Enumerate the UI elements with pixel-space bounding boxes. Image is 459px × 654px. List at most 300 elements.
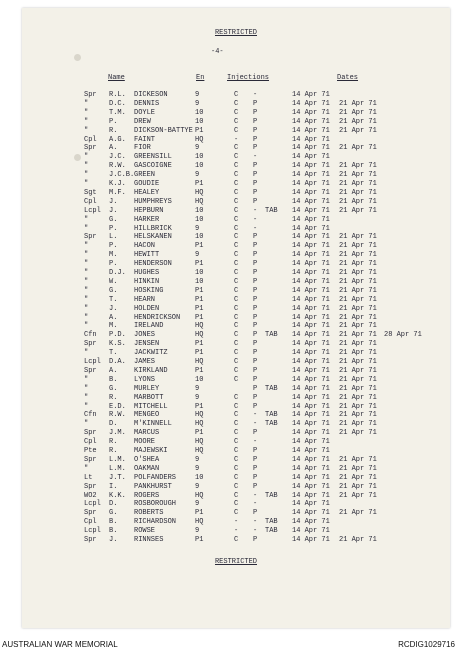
tab-cell: TAB bbox=[265, 206, 278, 215]
rank-cell: Spr bbox=[84, 429, 97, 438]
table-row bbox=[22, 260, 450, 268]
table-row bbox=[22, 216, 450, 224]
en-cell: 9 bbox=[195, 455, 200, 464]
table-row bbox=[22, 492, 450, 500]
p-cell: - bbox=[253, 527, 258, 536]
rank-cell: Cpl bbox=[84, 438, 97, 447]
rank-cell: " bbox=[84, 260, 89, 269]
p-cell: P bbox=[253, 349, 258, 358]
surname-cell: DENNIS bbox=[134, 99, 160, 108]
table-row bbox=[22, 225, 450, 233]
rank-cell: " bbox=[84, 242, 89, 251]
date1-cell: 14 Apr 71 bbox=[292, 366, 330, 375]
surname-cell: HEARN bbox=[134, 295, 156, 304]
rank-cell: " bbox=[84, 420, 89, 429]
rank-cell: " bbox=[84, 304, 89, 313]
date2-cell: 21 Apr 71 bbox=[339, 197, 377, 206]
en-cell: HQ bbox=[195, 135, 204, 144]
en-cell: 9 bbox=[195, 251, 200, 260]
surname-cell: MENGEO bbox=[134, 411, 160, 420]
table-row bbox=[22, 322, 450, 330]
surname-cell: HEALEY bbox=[134, 188, 160, 197]
surname-cell: HUGHES bbox=[134, 269, 160, 277]
p-cell: - bbox=[253, 411, 258, 420]
date2-cell: 21 Apr 71 bbox=[339, 206, 377, 215]
p-cell: P bbox=[253, 108, 258, 117]
table-row bbox=[22, 456, 450, 464]
p-cell: - bbox=[253, 91, 258, 99]
table-row bbox=[22, 136, 450, 144]
date1-cell: 14 Apr 71 bbox=[292, 304, 330, 313]
c-cell: C bbox=[234, 188, 239, 197]
p-cell: P bbox=[253, 188, 258, 197]
initials-cell: R. bbox=[109, 447, 118, 455]
en-cell: HQ bbox=[195, 322, 204, 331]
rank-cell: " bbox=[84, 286, 89, 295]
date1-cell: 14 Apr 71 bbox=[292, 420, 330, 429]
c-cell: C bbox=[234, 322, 239, 331]
c-cell: C bbox=[234, 500, 239, 509]
initials-cell: J. bbox=[109, 304, 118, 313]
en-cell: 9 bbox=[195, 144, 200, 153]
date1-cell: 14 Apr 71 bbox=[292, 180, 330, 188]
surname-cell: HOLDEN bbox=[134, 304, 160, 313]
p-cell: P bbox=[253, 162, 258, 171]
rank-cell: " bbox=[84, 402, 89, 411]
initials-cell: D.A. bbox=[109, 358, 126, 366]
table-row bbox=[22, 144, 450, 152]
table-row bbox=[22, 411, 450, 419]
p-cell: P bbox=[253, 509, 258, 518]
surname-cell: MARBOTT bbox=[134, 393, 164, 402]
table-row bbox=[22, 340, 450, 348]
date2-cell: 21 Apr 71 bbox=[339, 117, 377, 126]
date1-cell: 14 Apr 71 bbox=[292, 251, 330, 260]
c-cell: C bbox=[234, 331, 239, 340]
surname-cell: DICKSON-BATTYE bbox=[134, 126, 193, 135]
surname-cell: IRELAND bbox=[134, 322, 164, 331]
initials-cell: B. bbox=[109, 375, 118, 384]
initials-cell: A.G. bbox=[109, 135, 126, 144]
c-cell: C bbox=[234, 171, 239, 180]
surname-cell: HINKIN bbox=[134, 277, 160, 286]
c-cell: - bbox=[234, 518, 239, 527]
surname-cell: ROSBOROUGH bbox=[134, 500, 177, 509]
restricted-header: RESTRICTED bbox=[214, 29, 257, 37]
en-cell: P1 bbox=[195, 126, 204, 135]
p-cell: P bbox=[253, 384, 258, 393]
date1-cell: 14 Apr 71 bbox=[292, 358, 330, 366]
rank-cell: Lcpl bbox=[84, 206, 101, 215]
surname-cell: LYONS bbox=[134, 375, 156, 384]
date3-cell: 28 Apr 71 bbox=[384, 331, 422, 340]
rank-cell: " bbox=[84, 108, 89, 117]
table-row bbox=[22, 438, 450, 446]
p-cell: - bbox=[253, 215, 258, 224]
initials-cell: G. bbox=[109, 215, 118, 224]
p-cell: - bbox=[253, 153, 258, 162]
initials-cell: K.K. bbox=[109, 491, 126, 500]
en-cell: 9 bbox=[195, 464, 200, 473]
date2-cell: 21 Apr 71 bbox=[339, 269, 377, 277]
initials-cell: R.W. bbox=[109, 162, 126, 171]
p-cell: P bbox=[253, 242, 258, 251]
date2-cell: 21 Apr 71 bbox=[339, 144, 377, 153]
en-cell: P1 bbox=[195, 509, 204, 518]
date1-cell: 14 Apr 71 bbox=[292, 322, 330, 331]
col-header-dates: Dates bbox=[337, 74, 359, 82]
p-cell: P bbox=[253, 269, 258, 277]
surname-cell: JACKWITZ bbox=[134, 349, 168, 358]
p-cell: P bbox=[253, 375, 258, 384]
en-cell: 10 bbox=[195, 153, 204, 162]
en-cell: HQ bbox=[195, 518, 204, 527]
c-cell: C bbox=[234, 313, 239, 322]
c-cell: C bbox=[234, 509, 239, 518]
date1-cell: 14 Apr 71 bbox=[292, 464, 330, 473]
table-row bbox=[22, 447, 450, 455]
date2-cell: 21 Apr 71 bbox=[339, 536, 377, 544]
p-cell: - bbox=[253, 224, 258, 233]
date1-cell: 14 Apr 71 bbox=[292, 144, 330, 153]
surname-cell: OAKMAN bbox=[134, 464, 160, 473]
date2-cell: 21 Apr 71 bbox=[339, 295, 377, 304]
p-cell: P bbox=[253, 447, 258, 455]
c-cell: C bbox=[234, 117, 239, 126]
date2-cell: 21 Apr 71 bbox=[339, 411, 377, 420]
table-row bbox=[22, 278, 450, 286]
initials-cell: R.L. bbox=[109, 91, 126, 99]
date1-cell: 14 Apr 71 bbox=[292, 349, 330, 358]
surname-cell: HUMPHREYS bbox=[134, 197, 172, 206]
date1-cell: 14 Apr 71 bbox=[292, 473, 330, 482]
c-cell: C bbox=[234, 491, 239, 500]
initials-cell: L.M. bbox=[109, 455, 126, 464]
initials-cell: J.C. bbox=[109, 153, 126, 162]
surname-cell: HENDERSON bbox=[134, 260, 172, 269]
date1-cell: 14 Apr 71 bbox=[292, 260, 330, 269]
rank-cell: Lcpl bbox=[84, 527, 101, 536]
c-cell: C bbox=[234, 438, 239, 447]
initials-cell: L.M. bbox=[109, 464, 126, 473]
initials-cell: M.F. bbox=[109, 188, 126, 197]
date1-cell: 14 Apr 71 bbox=[292, 313, 330, 322]
surname-cell: GREEN bbox=[134, 171, 156, 180]
surname-cell: ROGERS bbox=[134, 491, 160, 500]
p-cell: P bbox=[253, 313, 258, 322]
date1-cell: 14 Apr 71 bbox=[292, 135, 330, 144]
surname-cell: DICKESON bbox=[134, 91, 168, 99]
table-row bbox=[22, 287, 450, 295]
initials-cell: K.J. bbox=[109, 180, 126, 188]
initials-cell: M. bbox=[109, 251, 118, 260]
c-cell: C bbox=[234, 366, 239, 375]
initials-cell: J.M. bbox=[109, 429, 126, 438]
date2-cell: 21 Apr 71 bbox=[339, 99, 377, 108]
date1-cell: 14 Apr 71 bbox=[292, 277, 330, 286]
source-label: AUSTRALIAN WAR MEMORIAL bbox=[2, 640, 118, 649]
rank-cell: Sgt bbox=[84, 188, 97, 197]
table-row bbox=[22, 474, 450, 482]
date1-cell: 14 Apr 71 bbox=[292, 536, 330, 544]
date2-cell: 21 Apr 71 bbox=[339, 233, 377, 242]
date1-cell: 14 Apr 71 bbox=[292, 447, 330, 455]
date2-cell: 21 Apr 71 bbox=[339, 304, 377, 313]
table-row bbox=[22, 358, 450, 366]
date1-cell: 14 Apr 71 bbox=[292, 171, 330, 180]
date1-cell: 14 Apr 71 bbox=[292, 331, 330, 340]
date2-cell: 21 Apr 71 bbox=[339, 420, 377, 429]
en-cell: HQ bbox=[195, 447, 204, 455]
date1-cell: 14 Apr 71 bbox=[292, 197, 330, 206]
date2-cell: 21 Apr 71 bbox=[339, 464, 377, 473]
en-cell: P1 bbox=[195, 304, 204, 313]
date2-cell: 21 Apr 71 bbox=[339, 491, 377, 500]
c-cell: C bbox=[234, 464, 239, 473]
date1-cell: 14 Apr 71 bbox=[292, 491, 330, 500]
initials-cell: R. bbox=[109, 126, 118, 135]
initials-cell: T. bbox=[109, 295, 118, 304]
table-row bbox=[22, 349, 450, 357]
tab-cell: TAB bbox=[265, 491, 278, 500]
tab-cell: TAB bbox=[265, 411, 278, 420]
surname-cell: RINNSES bbox=[134, 536, 164, 544]
rank-cell: Cfn bbox=[84, 331, 97, 340]
date2-cell: 21 Apr 71 bbox=[339, 180, 377, 188]
surname-cell: ROWSE bbox=[134, 527, 156, 536]
date1-cell: 14 Apr 71 bbox=[292, 117, 330, 126]
tab-cell: TAB bbox=[265, 420, 278, 429]
initials-cell: R. bbox=[109, 438, 118, 447]
surname-cell: GASCOIGNE bbox=[134, 162, 172, 171]
initials-cell: R.W. bbox=[109, 411, 126, 420]
table-row bbox=[22, 162, 450, 170]
surname-cell: HACON bbox=[134, 242, 156, 251]
surname-cell: HEPBURN bbox=[134, 206, 164, 215]
p-cell: P bbox=[253, 144, 258, 153]
c-cell: C bbox=[234, 180, 239, 188]
initials-cell: B. bbox=[109, 518, 118, 527]
p-cell: P bbox=[253, 277, 258, 286]
tab-cell: TAB bbox=[265, 518, 278, 527]
date2-cell: 21 Apr 71 bbox=[339, 331, 377, 340]
en-cell: P1 bbox=[195, 366, 204, 375]
en-cell: 10 bbox=[195, 215, 204, 224]
table-row bbox=[22, 242, 450, 250]
date1-cell: 14 Apr 71 bbox=[292, 500, 330, 509]
c-cell: C bbox=[234, 536, 239, 544]
date2-cell: 21 Apr 71 bbox=[339, 429, 377, 438]
rank-cell: " bbox=[84, 384, 89, 393]
p-cell: P bbox=[253, 135, 258, 144]
surname-cell: HEWITT bbox=[134, 251, 160, 260]
en-cell: 9 bbox=[195, 99, 200, 108]
p-cell: P bbox=[253, 473, 258, 482]
p-cell: P bbox=[253, 322, 258, 331]
rank-cell: Pte bbox=[84, 447, 97, 455]
date2-cell: 21 Apr 71 bbox=[339, 286, 377, 295]
p-cell: P bbox=[253, 197, 258, 206]
c-cell: C bbox=[234, 393, 239, 402]
en-cell: 9 bbox=[195, 171, 200, 180]
initials-cell: G. bbox=[109, 286, 118, 295]
p-cell: P bbox=[253, 251, 258, 260]
rank-cell: Cpl bbox=[84, 518, 97, 527]
en-cell: P1 bbox=[195, 286, 204, 295]
c-cell: C bbox=[234, 224, 239, 233]
en-cell: 9 bbox=[195, 482, 200, 491]
date2-cell: 21 Apr 71 bbox=[339, 349, 377, 358]
initials-cell: L. bbox=[109, 233, 118, 242]
initials-cell: P.D. bbox=[109, 331, 126, 340]
c-cell: C bbox=[234, 144, 239, 153]
date2-cell: 21 Apr 71 bbox=[339, 260, 377, 269]
en-cell: 9 bbox=[195, 500, 200, 509]
c-cell: C bbox=[234, 91, 239, 99]
en-cell: HQ bbox=[195, 331, 204, 340]
p-cell: P bbox=[253, 482, 258, 491]
initials-cell: T.M. bbox=[109, 108, 126, 117]
initials-cell: I. bbox=[109, 482, 118, 491]
initials-cell: P. bbox=[109, 224, 118, 233]
surname-cell: DREW bbox=[134, 117, 151, 126]
c-cell: C bbox=[234, 340, 239, 349]
surname-cell: MOORE bbox=[134, 438, 156, 447]
date2-cell: 21 Apr 71 bbox=[339, 126, 377, 135]
p-cell: P bbox=[253, 171, 258, 180]
c-cell: C bbox=[234, 402, 239, 411]
table-row bbox=[22, 518, 450, 526]
table-row bbox=[22, 153, 450, 161]
en-cell: HQ bbox=[195, 358, 204, 366]
en-cell: 10 bbox=[195, 162, 204, 171]
table-row bbox=[22, 367, 450, 375]
rank-cell: " bbox=[84, 313, 89, 322]
en-cell: 10 bbox=[195, 375, 204, 384]
date2-cell: 21 Apr 71 bbox=[339, 242, 377, 251]
table-row bbox=[22, 314, 450, 322]
date2-cell: 21 Apr 71 bbox=[339, 375, 377, 384]
date1-cell: 14 Apr 71 bbox=[292, 411, 330, 420]
date1-cell: 14 Apr 71 bbox=[292, 206, 330, 215]
rank-cell: Spr bbox=[84, 144, 97, 153]
surname-cell: FAINT bbox=[134, 135, 156, 144]
p-cell: - bbox=[253, 491, 258, 500]
en-cell: P1 bbox=[195, 313, 204, 322]
p-cell: P bbox=[253, 366, 258, 375]
rank-cell: Cpl bbox=[84, 135, 97, 144]
en-cell: HQ bbox=[195, 420, 204, 429]
rank-cell: " bbox=[84, 277, 89, 286]
en-cell: HQ bbox=[195, 411, 204, 420]
date2-cell: 21 Apr 71 bbox=[339, 340, 377, 349]
initials-cell: D.J. bbox=[109, 269, 126, 277]
archive-footer bbox=[0, 632, 459, 654]
punch-hole bbox=[74, 54, 81, 61]
en-cell: 10 bbox=[195, 117, 204, 126]
date1-cell: 14 Apr 71 bbox=[292, 126, 330, 135]
initials-cell: G. bbox=[109, 509, 118, 518]
c-cell: C bbox=[234, 99, 239, 108]
date2-cell: 21 Apr 71 bbox=[339, 393, 377, 402]
p-cell: P bbox=[253, 455, 258, 464]
initials-cell: D.C. bbox=[109, 99, 126, 108]
date1-cell: 14 Apr 71 bbox=[292, 286, 330, 295]
p-cell: - bbox=[253, 518, 258, 527]
table-row bbox=[22, 429, 450, 437]
date1-cell: 14 Apr 71 bbox=[292, 438, 330, 447]
p-cell: - bbox=[253, 206, 258, 215]
en-cell: P1 bbox=[195, 536, 204, 544]
document-page bbox=[22, 8, 450, 628]
date2-cell: 21 Apr 71 bbox=[339, 277, 377, 286]
date1-cell: 14 Apr 71 bbox=[292, 340, 330, 349]
surname-cell: PANKHURST bbox=[134, 482, 172, 491]
en-cell: P1 bbox=[195, 260, 204, 269]
date1-cell: 14 Apr 71 bbox=[292, 518, 330, 527]
rank-cell: Cpl bbox=[84, 197, 97, 206]
surname-cell: MAJEWSKI bbox=[134, 447, 168, 455]
p-cell: P bbox=[253, 340, 258, 349]
initials-cell: B. bbox=[109, 527, 118, 536]
rank-cell: WO2 bbox=[84, 491, 97, 500]
rank-cell: " bbox=[84, 322, 89, 331]
c-cell: - bbox=[234, 527, 239, 536]
c-cell: C bbox=[234, 215, 239, 224]
en-cell: HQ bbox=[195, 491, 204, 500]
c-cell: C bbox=[234, 251, 239, 260]
p-cell: P bbox=[253, 393, 258, 402]
date1-cell: 14 Apr 71 bbox=[292, 429, 330, 438]
initials-cell: R. bbox=[109, 393, 118, 402]
date2-cell: 21 Apr 71 bbox=[339, 171, 377, 180]
p-cell: P bbox=[253, 429, 258, 438]
table-row bbox=[22, 500, 450, 508]
en-cell: 10 bbox=[195, 277, 204, 286]
table-row bbox=[22, 296, 450, 304]
rank-cell: " bbox=[84, 215, 89, 224]
p-cell: P bbox=[253, 304, 258, 313]
c-cell: C bbox=[234, 455, 239, 464]
date1-cell: 14 Apr 71 bbox=[292, 384, 330, 393]
en-cell: P1 bbox=[195, 340, 204, 349]
date2-cell: 21 Apr 71 bbox=[339, 322, 377, 331]
c-cell: C bbox=[234, 295, 239, 304]
rank-cell: Lt bbox=[84, 473, 93, 482]
p-cell: - bbox=[253, 420, 258, 429]
surname-cell: MITCHELL bbox=[134, 402, 168, 411]
en-cell: HQ bbox=[195, 438, 204, 447]
surname-cell: MARCUS bbox=[134, 429, 160, 438]
p-cell: P bbox=[253, 464, 258, 473]
surname-cell: RICHARDSON bbox=[134, 518, 177, 527]
initials-cell: J.C.B. bbox=[109, 171, 135, 180]
initials-cell: J. bbox=[109, 206, 118, 215]
en-cell: P1 bbox=[195, 242, 204, 251]
en-cell: P1 bbox=[195, 402, 204, 411]
en-cell: P1 bbox=[195, 429, 204, 438]
table-row bbox=[22, 536, 450, 544]
en-cell: 9 bbox=[195, 393, 200, 402]
col-header-name: Name bbox=[108, 74, 125, 82]
surname-cell: FIOR bbox=[134, 144, 151, 153]
c-cell: C bbox=[234, 108, 239, 117]
initials-cell: K.S. bbox=[109, 340, 126, 349]
initials-cell: E.D. bbox=[109, 402, 126, 411]
date1-cell: 14 Apr 71 bbox=[292, 482, 330, 491]
en-cell: HQ bbox=[195, 188, 204, 197]
initials-cell: P. bbox=[109, 117, 118, 126]
